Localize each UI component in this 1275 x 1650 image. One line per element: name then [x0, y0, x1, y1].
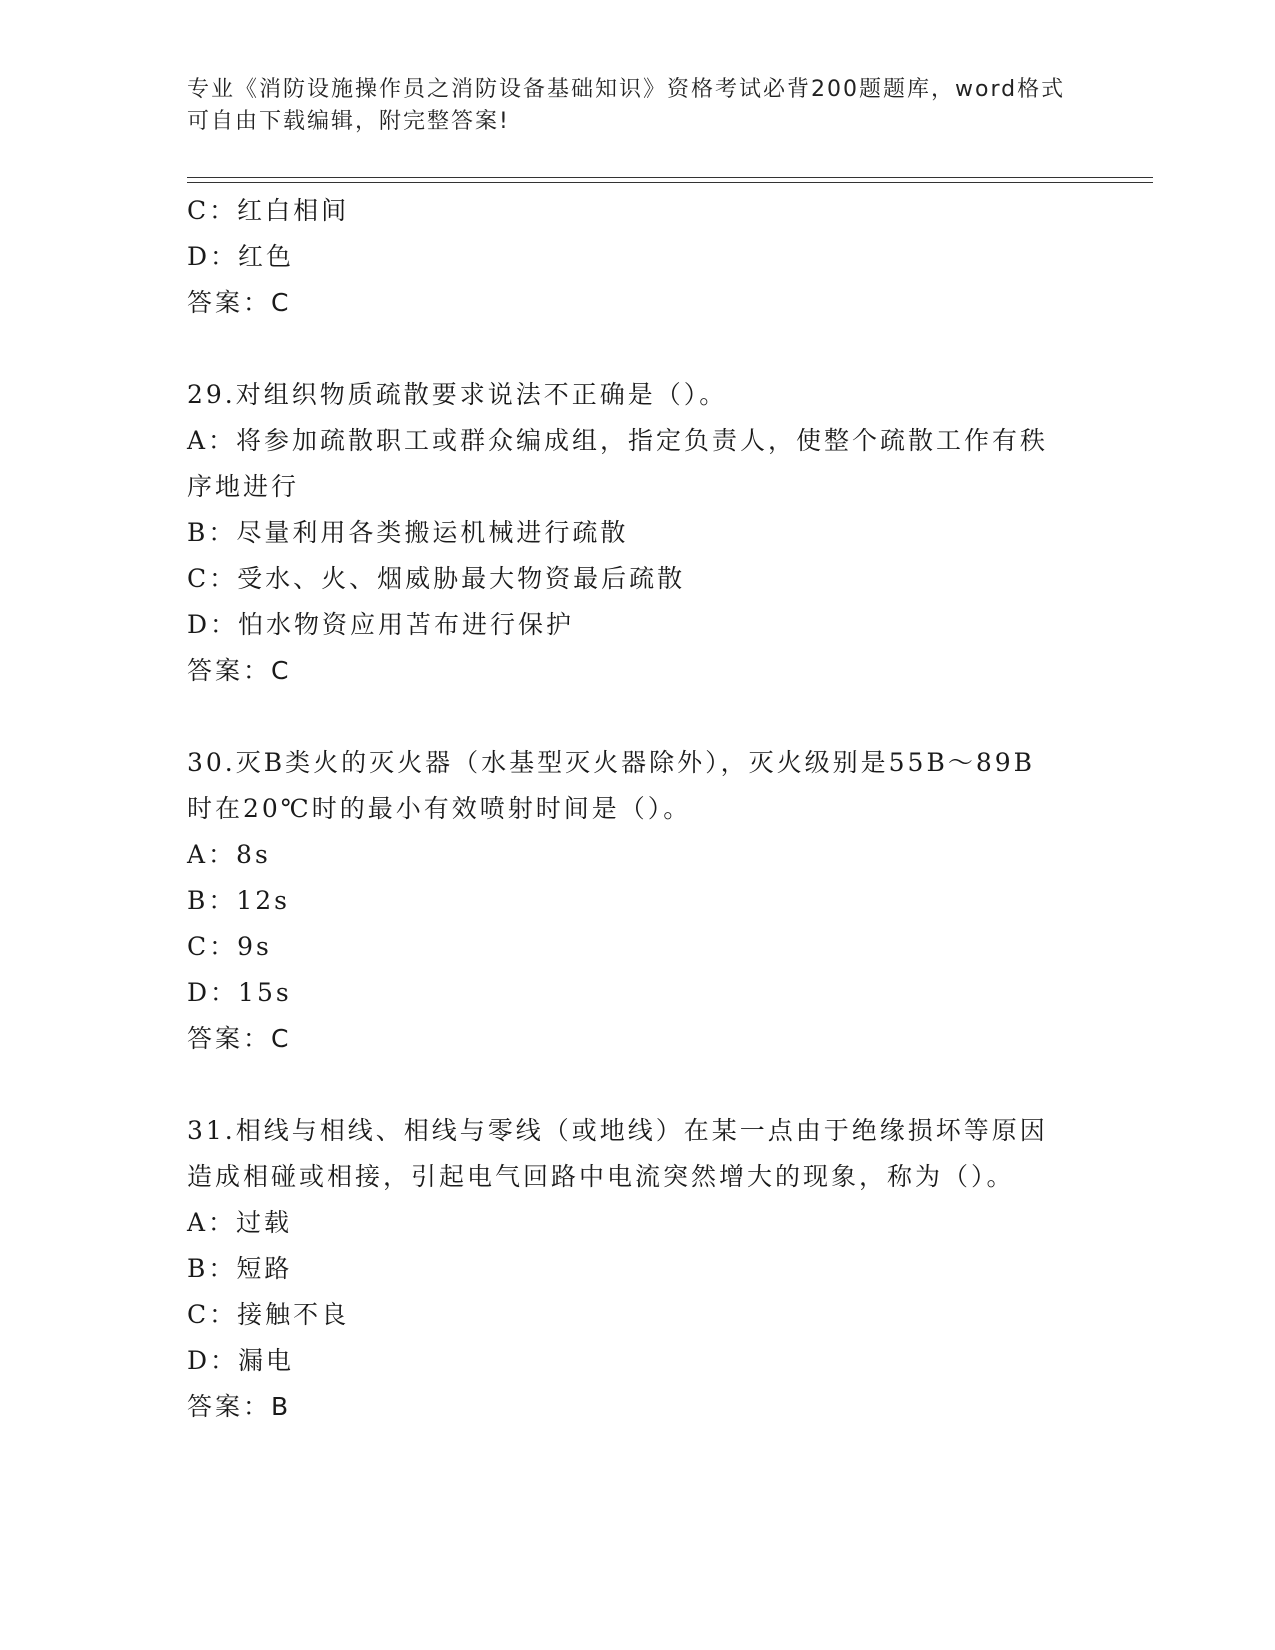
- option-d: D：漏电: [187, 1346, 295, 1375]
- option-a: A：过载: [187, 1208, 293, 1237]
- header-rule-top: [187, 177, 1153, 178]
- question-stem: 31.相线与相线、相线与零线（或地线）在某一点由于绝缘损坏等原因: [187, 1116, 1048, 1145]
- question-31: [187, 1108, 1087, 1430]
- header-rule-bottom: [187, 182, 1153, 183]
- option-c: C：受水、火、烟威胁最大物资最后疏散: [187, 564, 686, 593]
- option-a: A：8s: [187, 840, 271, 869]
- question-stem-continued: 造成相碰或相接，引起电气回路中电流突然增大的现象，称为（）。: [187, 1162, 1015, 1191]
- option-d: D：红色: [187, 242, 295, 271]
- answer: 答案：B: [187, 1392, 292, 1421]
- question-30: [187, 740, 1087, 1062]
- spacer: [187, 1062, 1087, 1108]
- option-b: B：尽量利用各类搬运机械进行疏散: [187, 518, 629, 547]
- option-d: D：怕水物资应用苫布进行保护: [187, 610, 575, 639]
- spacer: [187, 326, 1087, 372]
- question-29: [187, 372, 1087, 694]
- option-a: A：将参加疏散职工或群众编成组，指定负责人，使整个疏散工作有秩: [187, 426, 1049, 455]
- question-stem: 29.对组织物质疏散要求说法不正确是（）。: [187, 380, 728, 409]
- option-a-continued: 序地进行: [187, 472, 300, 501]
- option-c: C：接触不良: [187, 1300, 350, 1329]
- option-d: D：15s: [187, 978, 292, 1007]
- option-b: B：12s: [187, 886, 291, 915]
- answer: 答案：C: [187, 656, 292, 685]
- option-c: C：9s: [187, 932, 272, 961]
- question-stem: 30.灭B类火的灭火器（水基型灭火器除外），灭火级别是55B～89B: [187, 748, 1035, 777]
- answer: 答案：C: [187, 1024, 292, 1053]
- question-stem-continued: 时在20℃时的最小有效喷射时间是（）。: [187, 794, 692, 823]
- option-c: C：红白相间: [187, 196, 350, 225]
- spacer: [187, 694, 1087, 740]
- answer: 答案：C: [187, 288, 292, 317]
- question-list: [187, 188, 1087, 1430]
- question-28-tail: [187, 188, 1087, 326]
- document-header: 专业《消防设施操作员之消防设备基础知识》资格考试必背200题题库，word格式可自由下载编辑，附完整答案!: [187, 77, 1066, 134]
- option-b: B：短路: [187, 1254, 293, 1283]
